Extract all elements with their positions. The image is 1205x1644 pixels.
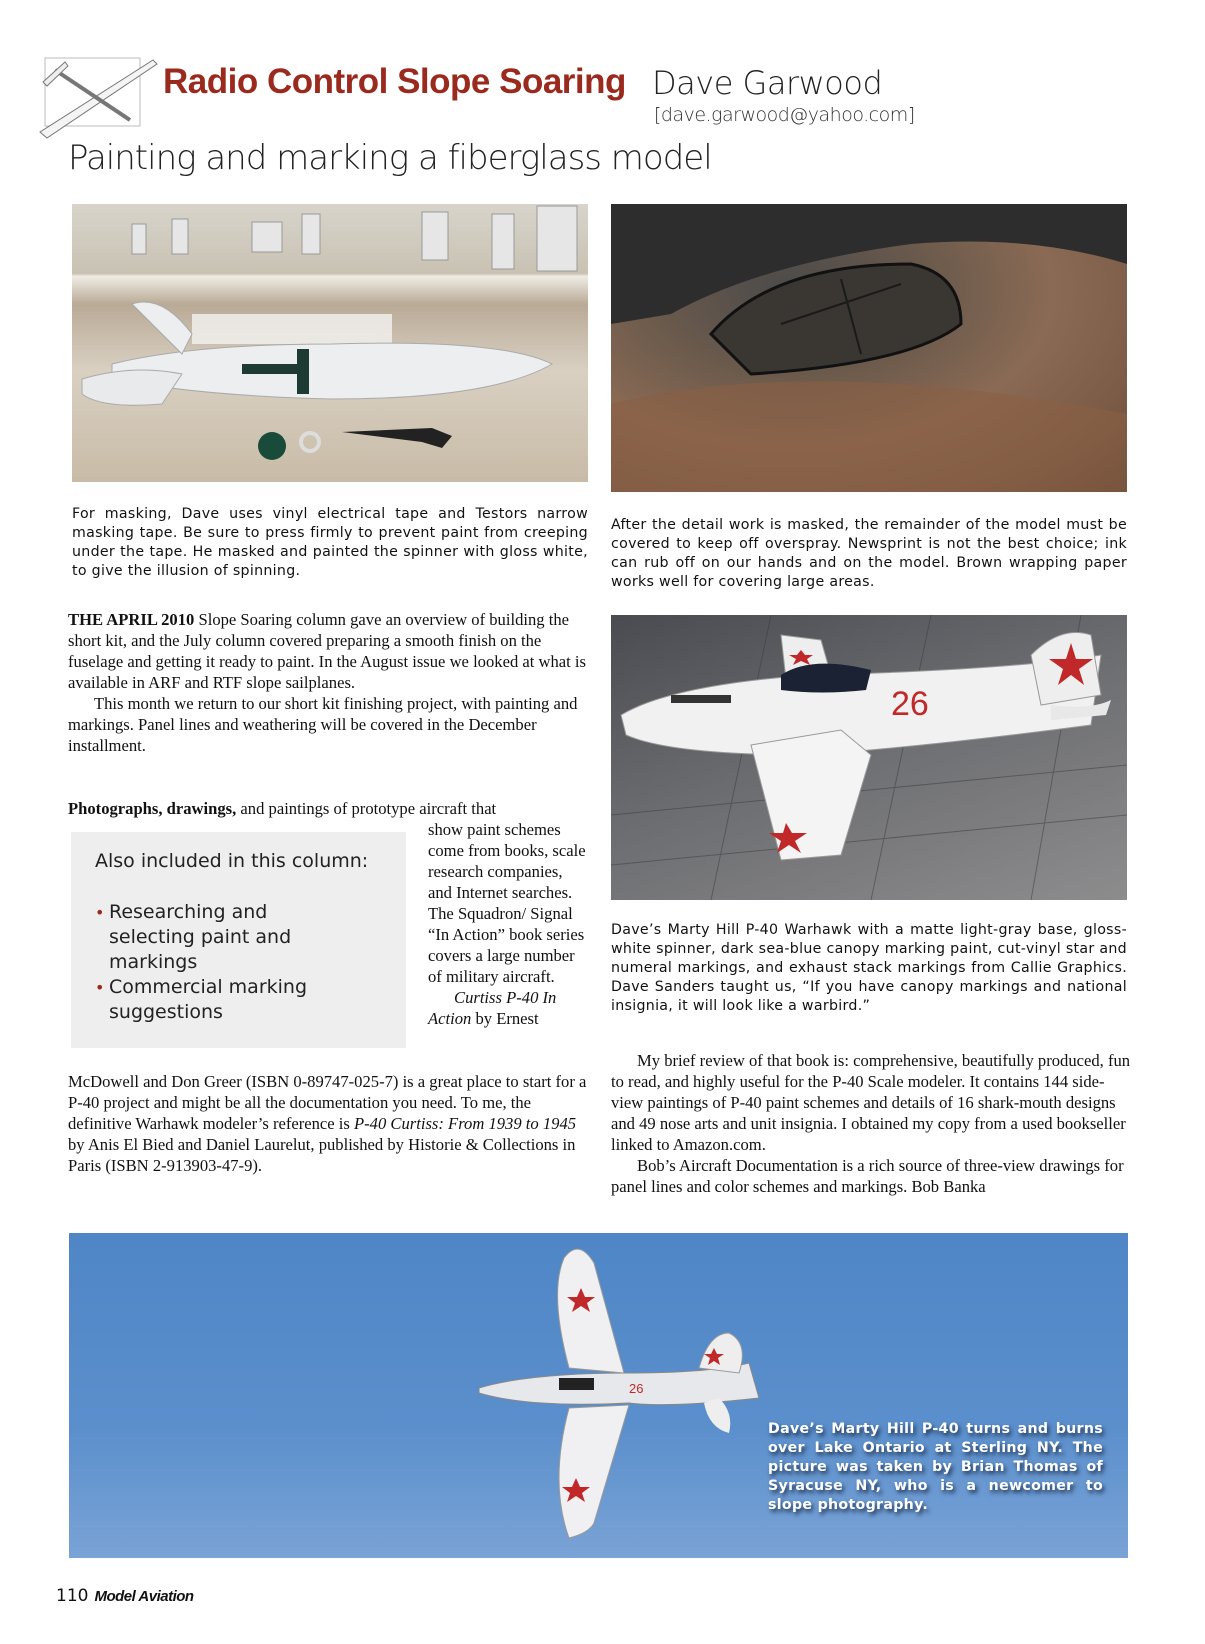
page-number: 110 — [56, 1586, 89, 1606]
bullet-icon: • — [95, 903, 105, 922]
paragraph-text: by Anis El Bied and Daniel Laurelut, published by Historie & Collections in Paris (ISBN 2-913903-47-9). — [68, 1135, 576, 1175]
sidebar-item-text: Commercial marking suggestions — [109, 976, 308, 1023]
paragraph-text: Bob’s Aircraft Documentation is a rich source of three-view drawings for panel lines and color schemes and markings. Bob Banka — [611, 1156, 1124, 1196]
paragraph-text: show paint schemes come from books, scale research companies, and Internet searches. The Squadron/ Signal “In Action” book series covers a large number of military aircraft. — [428, 820, 586, 986]
paragraph-text: by Ernest — [471, 1009, 539, 1028]
aircraft-number: 26 — [629, 1381, 644, 1396]
sidebar-box — [71, 832, 406, 1048]
lead-in: THE APRIL 2010 — [68, 610, 195, 629]
author-name: Dave Garwood — [652, 64, 883, 102]
photo-masking — [72, 204, 588, 482]
caption-warhawk: Dave’s Marty Hill P-40 Warhawk with a matte light-gray base, gloss-white spinner, dark sea-blue canopy marking paint, cut-vinyl star and numeral markings, and exhaust stack markings from Callie Graphics. Dave Sanders taught us, “If you have canopy markings and national insignia, it will look like a warbird.” — [611, 922, 1127, 1014]
body-narrow-column — [428, 819, 588, 1029]
author-email: [dave.garwood@yahoo.com] — [654, 104, 915, 126]
sidebar-item-text: Researching and selecting paint and markings — [109, 901, 292, 973]
magazine-name: Model Aviation — [94, 1588, 194, 1605]
caption-masking: For masking, Dave uses vinyl electrical tape and Testors narrow masking tape. Be sure to press firmly to prevent paint from creeping under the tape. He masked and painted the spinner with gloss white, to give the illusion of spinning. — [72, 506, 588, 579]
caption-flight: Dave’s Marty Hill P-40 turns and burns over Lake Ontario at Sterling NY. The picture was taken by Brian Thomas of Syracuse NY, who is a newcomer to slope photography. — [768, 1421, 1103, 1513]
aircraft-number: 26 — [891, 685, 929, 723]
lead-in: Photographs, drawings, — [68, 799, 237, 818]
article-title: Painting and marking a fiberglass model — [68, 138, 712, 178]
body-review — [611, 1050, 1131, 1197]
sidebar-item — [95, 975, 339, 1025]
page-footer — [56, 1586, 194, 1606]
bullet-icon: • — [95, 978, 105, 997]
photo-warhawk — [611, 615, 1127, 900]
paragraph-text: McDowell and Don Greer (ISBN 0-89747-025-7) is a great place to start for a P-40 project and might be all the documentation you need. To me, the definitive Warhawk modeler’s reference is — [68, 1072, 587, 1133]
book-title: Curtiss P-40 In Action — [428, 988, 557, 1028]
sidebar-item — [95, 900, 359, 975]
photo-covering — [611, 204, 1127, 492]
column-title: Radio Control Slope Soaring — [163, 62, 626, 101]
book-title: P-40 Curtiss: From 1939 to 1945 — [354, 1114, 577, 1133]
body-photographs — [68, 798, 588, 819]
paragraph-text: and paintings of prototype aircraft that — [236, 799, 497, 818]
paragraph-text: My brief review of that book is: comprehensive, beautifully produced, fun to read, and highly useful for the P-40 Scale modeler. It contains 144 side-view paintings of P-40 paint schemes and details of 16 shark-mouth designs and 49 nose arts and unit insignia. I obtained my copy from a used bookseller linked to Amazon.com. — [611, 1051, 1131, 1154]
body-intro — [68, 609, 588, 756]
paragraph-text: Slope Soaring column gave an overview of building the short kit, and the July column covered preparing a smooth finish on the fuselage and getting it ready to paint. In the August issue we looked at what is available in ARF and RTF slope sailplanes. — [68, 610, 586, 692]
body-references — [68, 1071, 588, 1176]
sidebar-heading: Also included in this column: — [95, 850, 369, 872]
caption-covering: After the detail work is masked, the remainder of the model must be covered to keep off overspray. Newsprint is not the best choice; ink can rub off on our hands and on the model. Brown wrapping paper works well for covering large areas. — [611, 517, 1127, 590]
glider-logo-icon — [35, 50, 160, 140]
paragraph-text: This month we return to our short kit finishing project, with painting and markings. Panel lines and weathering will be covered in the December installment. — [68, 694, 578, 755]
